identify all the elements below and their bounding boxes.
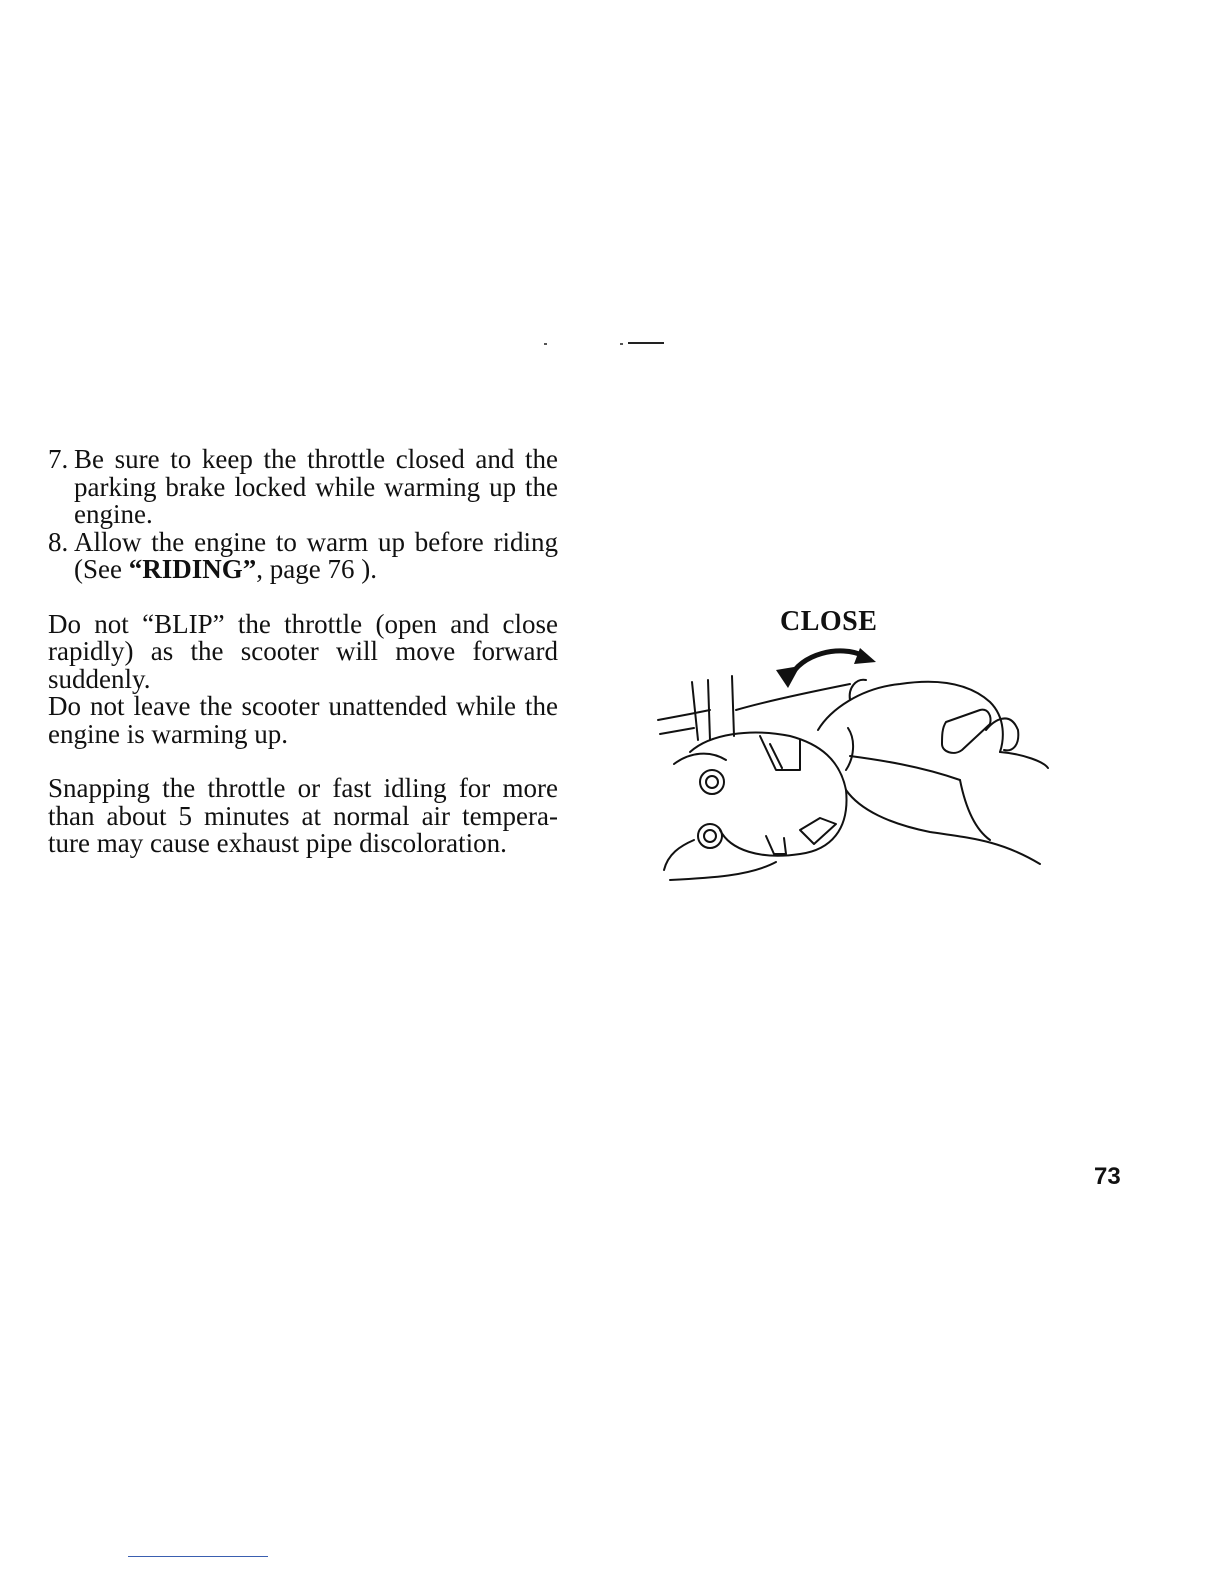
scan-artifact-dash	[628, 342, 664, 344]
curved-arrow-icon	[776, 648, 876, 688]
item-text-tail: , page 76 ).	[256, 554, 377, 584]
footer-rule	[128, 1556, 268, 1557]
instruction-item-7	[48, 446, 558, 529]
unattended-warning: Do not leave the scooter unattended while the engine is warming up.	[48, 691, 558, 749]
body-text-column	[48, 446, 558, 858]
scan-artifact	[620, 343, 623, 345]
close-label: CLOSE	[780, 606, 878, 637]
instruction-item-8	[48, 526, 558, 584]
throttle-grip-illustration	[650, 640, 1060, 890]
item-text: Allow the engine to warm up before riding (See	[74, 526, 558, 584]
riding-reference: “RIDING”	[128, 554, 257, 584]
item-number: 7.	[48, 444, 69, 474]
page-number: 73	[1094, 1163, 1121, 1190]
discoloration-note: Snapping the throttle or fast idling for more than about 5 minutes at normal air tempera-ture may cause exhaust pipe discoloration.	[48, 773, 558, 858]
item-number: 8.	[48, 526, 69, 557]
item-text: Be sure to keep the throttle closed and the parking brake locked while warming up the engine.	[74, 444, 558, 529]
blip-warning: Do not “BLIP” the throttle (open and close rapidly) as the scooter will move forward suddenly.	[48, 608, 558, 694]
scan-artifact	[544, 343, 547, 345]
